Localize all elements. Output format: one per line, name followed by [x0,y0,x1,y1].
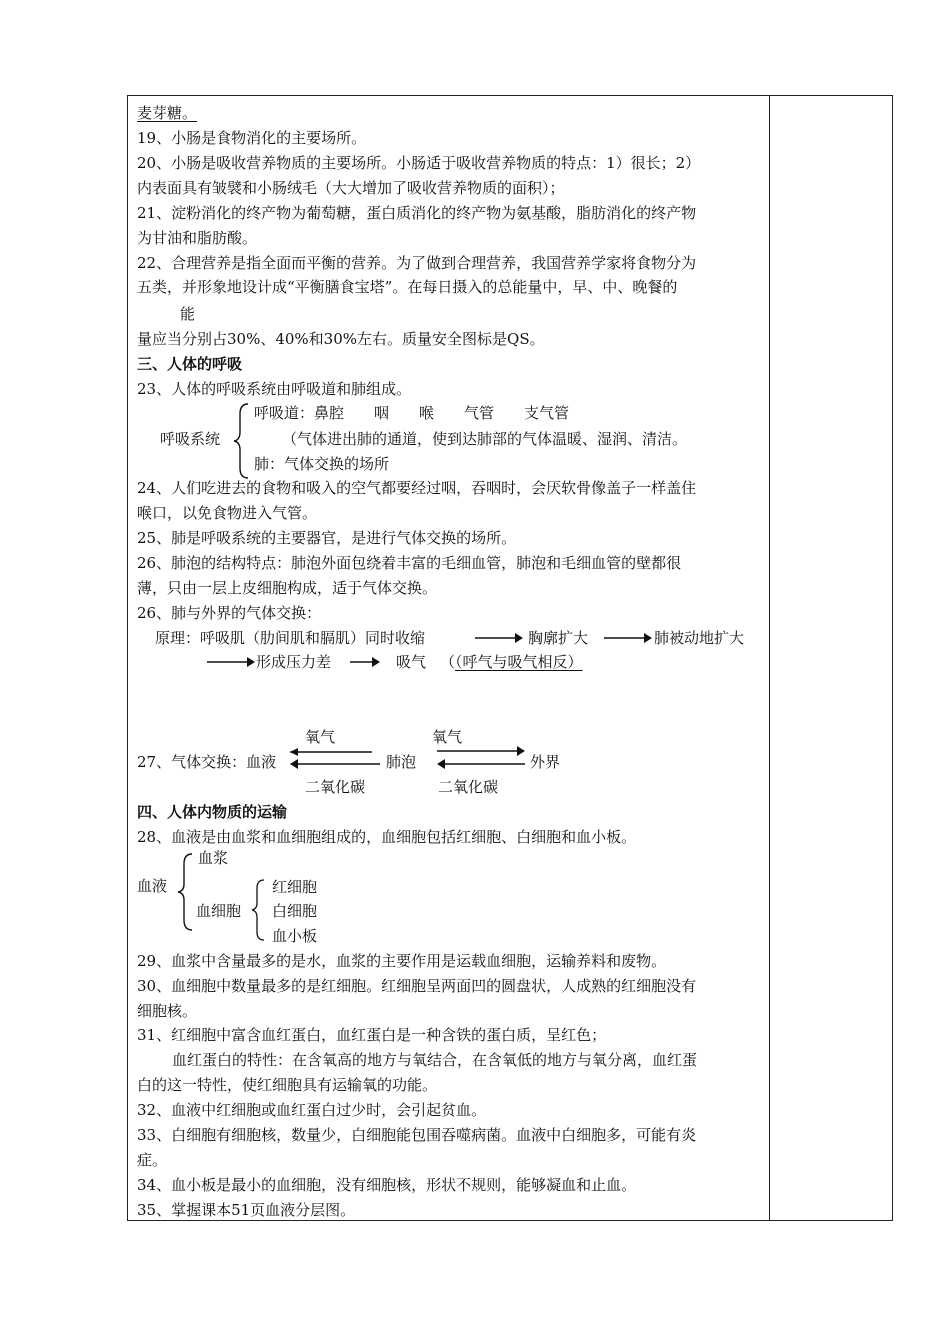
line-30b: 细胞核。 [137,1002,198,1020]
line-20b: 内表面具有皱襞和小肠绒毛（大大增加了吸收营养物质的面积）； [137,179,565,197]
line-31b: 血红蛋白的特性：在含氧高的地方与氧结合，在含氧低的地方与氧分离，血红蛋 [172,1051,698,1069]
line-25: 25、肺是呼吸系统的主要器官，是进行气体交换的场所。 [137,529,517,547]
line-33b: 症。 [137,1151,168,1169]
resp-tract: 呼吸道：鼻腔 咽 喉 气管 支气管 [254,404,570,422]
section-heading-transport: 四、人体内物质的运输 [137,803,288,821]
arrow-exchange-left-icon [290,748,380,770]
arrow-right-icon [604,632,652,644]
line-31c: 白的这一特性，使红细胞具有运输氧的功能。 [137,1076,438,1094]
table-column-divider [769,95,770,1221]
line-23: 23、人体的呼吸系统由呼吸道和肺组成。 [137,380,412,398]
exchange-oxygen-left: 氧气 [305,728,336,746]
resp-lung: 肺：气体交换的场所 [254,455,390,473]
blood-cells-brace [250,878,268,942]
line-31a: 31、红细胞中富含血红蛋白，血红蛋白是一种含铁的蛋白质，呈红色； [137,1026,607,1044]
line-33a: 33、白细胞有细胞核，数量少，白细胞能包围吞噬病菌。血液中白细胞多，可能有炎 [137,1126,697,1144]
line-26c: 26、肺与外界的气体交换： [137,604,322,622]
line-35: 35、掌握课本51页血液分层图。 [137,1201,356,1219]
line-21b: 为甘油和脂肪酸。 [137,229,258,247]
mech-step-4: 吸气 [396,653,427,671]
line-19: 19、小肠是食物消化的主要场所。 [137,129,367,147]
blood-platelet: 血小板 [272,927,318,945]
resp-tract-note: （气体进出肺的通道，使到达肺部的气体温暖、湿润、清洁。 [282,430,688,448]
line-22d: 量应当分别占30%、40%和30%左右。质量安全图标是QS。 [137,330,545,348]
arrow-exchange-right-icon [437,746,525,770]
mech-principle: 原理：呼吸肌（肋间肌和膈肌）同时收缩 [155,629,426,647]
blood-rbc: 红细胞 [272,878,318,896]
line-22a: 22、合理营养是指全面而平衡的营养。为了做到合理营养，我国营养学家将食物分为 [137,254,697,272]
blood-brace [176,852,196,932]
arrow-right-icon [207,656,255,668]
mech-step-2: 肺被动地扩大 [654,629,745,647]
exchange-label: 27、气体交换：血液 [137,753,277,771]
exchange-co2-right: 二氧化碳 [438,778,499,796]
line-21a: 21、淀粉消化的终产物为葡萄糖，蛋白质消化的终产物为氨基酸，脂肪消化的终产物 [137,204,697,222]
mech-step-3: 形成压力差 [256,653,332,671]
resp-system-label: 呼吸系统 [160,430,221,448]
mech-step-1: 胸廓扩大 [528,629,589,647]
line-24b: 喉口，以免食物进入气管。 [137,504,318,522]
blood-cells: 血细胞 [196,902,242,920]
line-28: 28、血液是由血浆和血细胞组成的，血细胞包括红细胞、白细胞和血小板。 [137,828,637,846]
line-30a: 30、血细胞中数量最多的是红细胞。红细胞呈两面凹的圆盘状，人成熟的红细胞没有 [137,977,697,995]
line-22b: 五类，并形象地设计成“平衡膳食宝塔”。在每日摄入的总能量中，早、中、晚餐的 [137,278,678,296]
blood-wbc: 白细胞 [272,902,318,920]
arrow-right-icon [475,632,523,644]
exchange-oxygen-right: 氧气 [432,728,463,746]
exchange-co2-left: 二氧化碳 [305,778,366,796]
blood-label: 血液 [137,877,168,895]
exchange-right: 外界 [530,753,561,771]
arrow-right-icon [350,656,380,668]
resp-brace [232,402,252,480]
mech-note: （（呼气与吸气相反） [440,653,583,671]
line-26b: 薄，只由一层上皮细胞构成，适于气体交换。 [137,579,438,597]
line-maltose: 麦芽糖。 [137,104,198,122]
line-22c: 能 [180,305,196,323]
line-24a: 24、人们吃进去的食物和吸入的空气都要经过咽，吞咽时，会厌软骨像盖子一样盖住 [137,479,697,497]
blood-plasma: 血浆 [198,849,229,867]
line-20a: 20、小肠是吸收营养物质的主要场所。小肠适于吸收营养物质的特点：1）很长；2） [137,154,701,172]
line-34: 34、血小板是最小的血细胞，没有细胞核，形状不规则，能够凝血和止血。 [137,1176,637,1194]
line-32: 32、血液中红细胞或血红蛋白过少时，会引起贫血。 [137,1101,487,1119]
exchange-center: 肺泡 [386,753,417,771]
line-29: 29、血浆中含量最多的是水，血浆的主要作用是运载血细胞，运输养料和废物。 [137,952,667,970]
section-heading-respiration: 三、人体的呼吸 [137,355,243,373]
line-26a: 26、肺泡的结构特点：肺泡外面包绕着丰富的毛细血管，肺泡和毛细血管的壁都很 [137,554,682,572]
